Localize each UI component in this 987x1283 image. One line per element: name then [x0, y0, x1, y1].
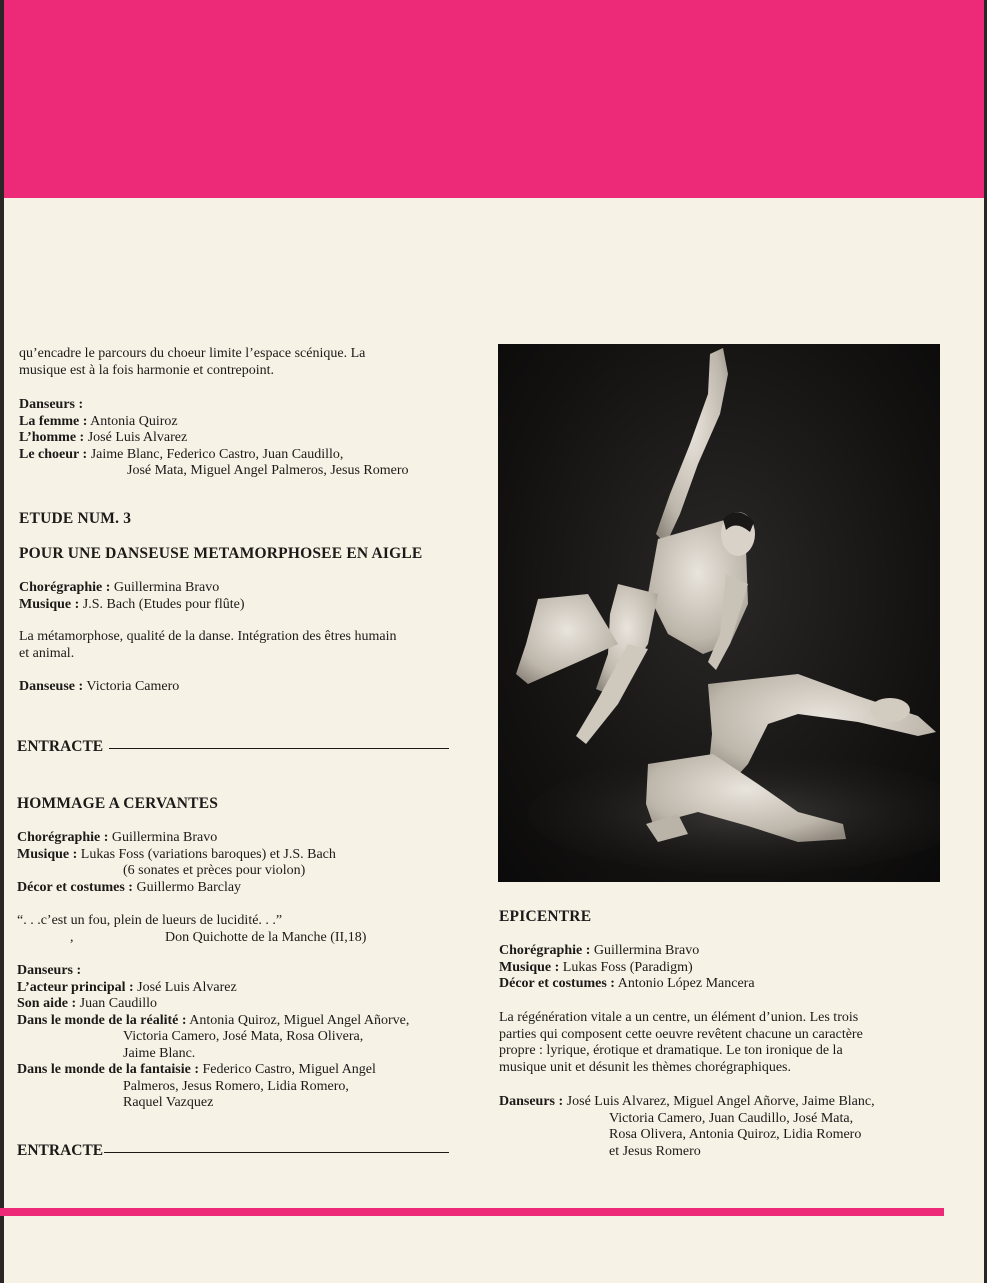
- credit-row: [499, 976, 755, 993]
- credit-label: Chorégraphie :: [19, 580, 111, 595]
- quote-attribution: [17, 930, 366, 947]
- cast-label: Danseurs :: [499, 1094, 564, 1109]
- credit-value: Lukas Foss (variations baroques) et J.S. Bach: [80, 846, 336, 862]
- cast-value: Federico Castro, Miguel Angel: [202, 1062, 376, 1077]
- cast-label: L’acteur principal :: [17, 979, 134, 995]
- desc-line: La régénération vitale a un centre, un élément d’union. Les trois: [499, 1010, 859, 1025]
- cast-label: La femme :: [19, 413, 88, 429]
- credit-label: Musique :: [499, 959, 560, 975]
- desc-line: propre : lyrique, érotique et dramatique. Le ton ironique de la: [499, 1043, 843, 1058]
- credit-value: Victoria Camero: [86, 679, 180, 694]
- credit-label: Musique :: [19, 596, 80, 612]
- hommage-quote: [17, 913, 366, 946]
- etude-credits: [19, 580, 245, 613]
- hommage-title: HOMMAGE A CERVANTES: [17, 795, 219, 812]
- cast-row: [17, 996, 409, 1013]
- credit-label: Décor et costumes :: [17, 879, 133, 895]
- pink-header-band: [0, 0, 987, 198]
- cast-row: [19, 430, 409, 447]
- cast-row: [17, 1013, 409, 1030]
- credit-value: J.S. Bach (Etudes pour flûte): [82, 596, 245, 612]
- credit-label: Chorégraphie :: [17, 830, 109, 845]
- epicentre-title: EPICENTRE: [499, 908, 592, 925]
- credit-row: [499, 960, 755, 977]
- scan-edge-left: [0, 0, 4, 1283]
- cast-value: Antonia Quiroz: [90, 413, 178, 429]
- credit-label: Décor et costumes :: [499, 976, 615, 991]
- desc-line: La métamorphose, qualité de la danse. Intégration des êtres humain: [19, 629, 397, 644]
- entracte-label: ENTRACTE: [17, 738, 104, 755]
- cast-value: Victoria Camero, José Mata, Rosa Olivera,: [123, 1029, 364, 1044]
- cast-row: [17, 980, 409, 997]
- credit-value: Guillermina Bravo: [111, 830, 218, 845]
- etude-dancer: [19, 679, 179, 696]
- cast-value: et Jesus Romero: [609, 1143, 701, 1159]
- pink-footer-rule: [0, 1208, 944, 1216]
- intro-line: qu’encadre le parcours du choeur limite l’espace scénique. La: [19, 346, 366, 361]
- hommage-credits: [17, 830, 336, 896]
- cast-value: José Luis Alvarez, Miguel Angel Añorve, Jaime Blanc,: [566, 1094, 875, 1109]
- cast-row: [17, 1062, 409, 1079]
- quote-text: “. . .c’est un fou, plein de lueurs de lucidité. . .”: [17, 913, 283, 928]
- credit-label: Chorégraphie :: [499, 943, 591, 958]
- cast-value: Jaime Blanc, Federico Castro, Juan Caudillo,: [90, 446, 344, 462]
- cast-heading: Danseurs :: [17, 963, 82, 978]
- cast-label: L’homme :: [19, 430, 85, 445]
- cast-label: Son aide :: [17, 996, 77, 1011]
- credit-row: [17, 880, 336, 897]
- credit-value: Guillermo Barclay: [136, 879, 242, 895]
- quote-comma: ,: [70, 929, 74, 945]
- dancers-photograph: [498, 344, 940, 882]
- credit-label: Danseuse :: [19, 679, 84, 694]
- desc-line: musique unit et désunit les thèmes chorégraphiques.: [499, 1059, 791, 1075]
- credit-row: [499, 943, 755, 960]
- cast-value: José Luis Alvarez: [87, 430, 188, 445]
- etude-subtitle: POUR UNE DANSEUSE METAMORPHOSEE EN AIGLE: [19, 545, 423, 562]
- credit-row: [19, 597, 245, 614]
- cast-value: Jaime Blanc.: [123, 1045, 196, 1061]
- desc-line: et animal.: [19, 645, 75, 661]
- credit-row: [17, 830, 336, 847]
- cast-value: Palmeros, Jesus Romero, Lidia Romero,: [123, 1078, 349, 1094]
- credit-row: [19, 580, 245, 597]
- credit-row: [17, 847, 336, 864]
- cast-heading: Danseurs :: [19, 397, 84, 412]
- entracte-divider: [17, 1142, 449, 1160]
- credit-value: Guillermina Bravo: [113, 580, 220, 595]
- etude-description: [19, 629, 396, 662]
- epicentre-credits: [499, 943, 755, 993]
- cast-value: Victoria Camero, Juan Caudillo, José Mata,: [609, 1110, 854, 1126]
- desc-line: parties qui composent cette oeuvre revêtent chacune un caractère: [499, 1026, 863, 1042]
- credit-value: Lukas Foss (Paradigm): [562, 959, 693, 975]
- cast-value: Antonia Quiroz, Miguel Angel Añorve,: [189, 1012, 410, 1028]
- cast-label: Dans le monde de la fantaisie :: [17, 1062, 199, 1077]
- intro-paragraph: [19, 346, 365, 379]
- cast-list-1: [19, 397, 409, 480]
- hommage-cast: [17, 963, 409, 1112]
- cast-value: José Luis Alvarez: [137, 979, 237, 995]
- cast-label: Le choeur :: [19, 446, 88, 462]
- quote-source: Don Quichotte de la Manche (II,18): [165, 929, 367, 945]
- entracte-rule: [109, 748, 449, 749]
- credit-value: Antonio López Mancera: [617, 976, 755, 991]
- credit-row: [19, 679, 179, 696]
- epicentre-description: [499, 1010, 863, 1076]
- entracte-label: ENTRACTE: [17, 1142, 104, 1159]
- intro-line: musique est à la fois harmonie et contrepoint.: [19, 362, 275, 378]
- cast-row: [19, 447, 409, 464]
- entracte-divider: [17, 738, 449, 756]
- cast-row: [499, 1094, 875, 1111]
- cast-row: [19, 414, 409, 431]
- cast-value: Rosa Olivera, Antonia Quiroz, Lidia Romero: [609, 1127, 862, 1142]
- cast-label: Dans le monde de la réalité :: [17, 1012, 187, 1028]
- entracte-rule: [104, 1152, 449, 1153]
- dancers-illustration: [498, 344, 940, 882]
- cast-value: Juan Caudillo: [79, 996, 158, 1011]
- cast-value: José Mata, Miguel Angel Palmeros, Jesus Romero: [127, 463, 409, 478]
- credit-value: (6 sonates et prèces pour violon): [123, 863, 306, 878]
- epicentre-cast: [499, 1094, 875, 1160]
- etude-title: ETUDE NUM. 3: [19, 510, 132, 527]
- credit-label: Musique :: [17, 846, 78, 862]
- cast-value: Raquel Vazquez: [123, 1095, 214, 1110]
- credit-value: Guillermina Bravo: [593, 943, 700, 958]
